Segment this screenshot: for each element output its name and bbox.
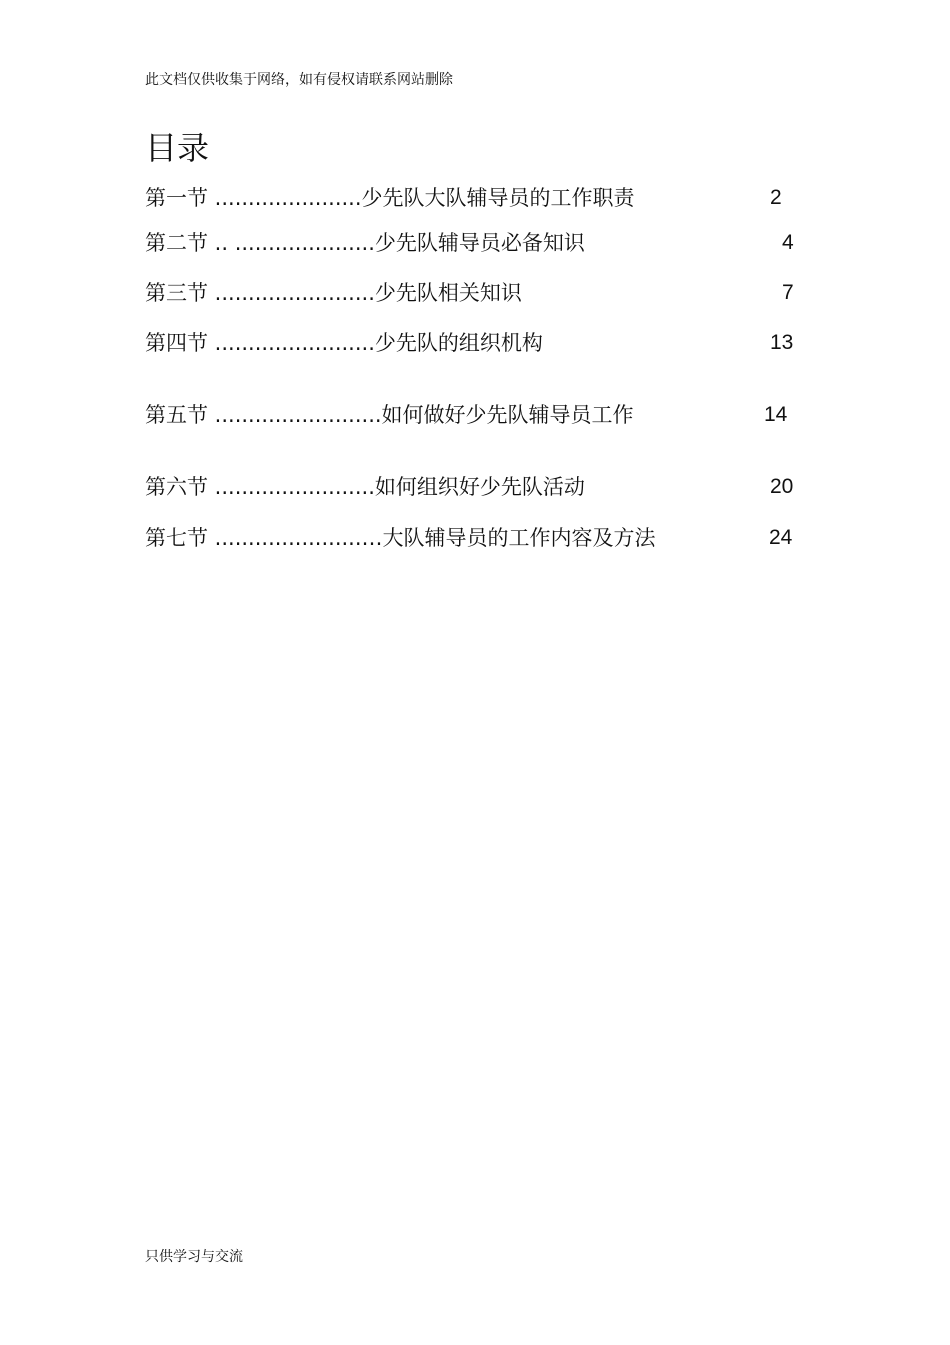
toc-entry-page: 14 [764,403,788,426]
toc-title: 目录 [145,129,210,167]
toc-entry-label: 第二节 .. .....................少先队辅导员必备知识 [145,231,585,255]
toc-entry[interactable] [145,400,805,430]
toc-entry-label: 第七节 ......................…大队辅导员的工作内容及方法 [145,526,656,550]
toc-entry-page: 2 [770,186,782,209]
toc-entry-label: 第四节 ........................少先队的组织机构 [145,331,543,355]
toc-entry[interactable] [145,523,805,553]
toc-entry[interactable] [145,228,805,258]
toc-entry-label: 第一节 ......................少先队大队辅导员的工作职责 [145,186,635,210]
toc-entry[interactable] [145,278,805,308]
toc-entry-page: 24 [769,526,793,549]
toc-entry-page: 20 [770,475,794,498]
toc-entry-label: 第五节 .........................如何做好少先队辅导员工作 [145,403,634,427]
toc-entry[interactable] [145,183,805,213]
toc-entry-label: 第三节 ........................少先队相关知识 [145,281,522,305]
toc-entry-page: 4 [782,231,794,254]
toc-entry-page: 7 [782,281,794,304]
header-note: 此文档仅供收集于网络，如有侵权请联系网站删除 [145,72,453,88]
toc-entry-label: 第六节 ........................如何组织好少先队活动 [145,475,585,499]
toc-entry[interactable] [145,472,805,502]
toc-entry-page: 13 [770,331,794,354]
footer-note: 只供学习与交流 [145,1249,243,1265]
toc-entry[interactable] [145,328,805,358]
